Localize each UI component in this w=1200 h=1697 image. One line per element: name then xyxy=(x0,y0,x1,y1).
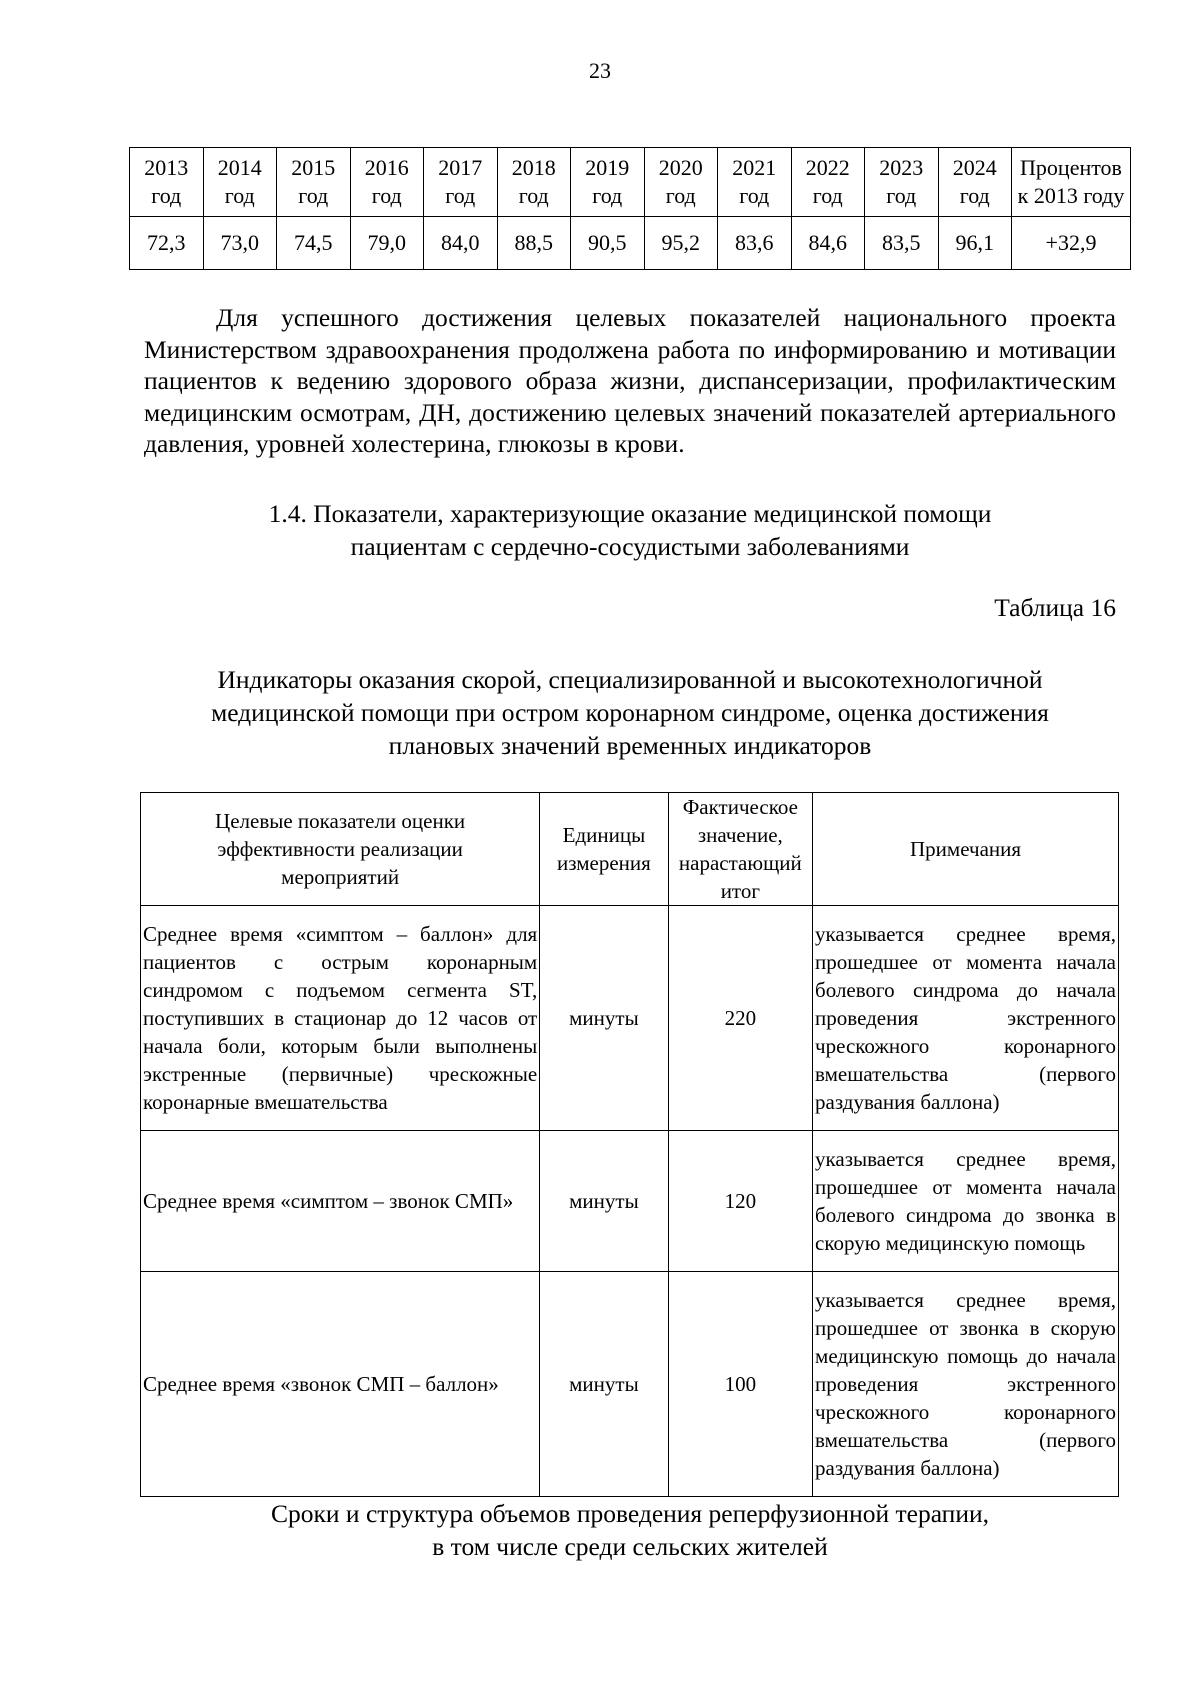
percent-value-cell: +32,9 xyxy=(1012,217,1131,270)
header-indicator: Целевые показатели оценки эффективности реализации мероприятий xyxy=(141,793,540,906)
year-table xyxy=(129,147,1131,270)
table-row xyxy=(141,1131,1119,1272)
year-table-header-row xyxy=(130,148,1131,217)
page-number: 23 xyxy=(589,58,611,83)
closing-title-line: в том числе среди сельских жителей xyxy=(432,1532,828,1561)
year-value-cell: 84,0 xyxy=(424,217,498,270)
year-header-cell: 2024 год xyxy=(938,148,1012,217)
unit-cell: минуты xyxy=(540,906,668,1131)
table-label: Таблица 16 xyxy=(994,593,1116,622)
year-header-cell: 2020 год xyxy=(644,148,718,217)
note-cell: указывается среднее время, прошедшее от момента начала болевого синдрома до начала проведения экстренного чрескожного коронарного вмешательства (первого раздувания баллона) xyxy=(813,906,1119,1131)
note-cell: указывается среднее время, прошедшее от звонка в скорую медицинскую помощь до начала проведения экстренного чрескожного коронарного вмешательства (первого раздувания баллона) xyxy=(813,1272,1119,1497)
section-heading xyxy=(150,497,1110,563)
indicators-header-row xyxy=(141,793,1119,906)
percent-header-cell: Процентов к 2013 году xyxy=(1012,148,1131,217)
note-cell: указывается среднее время, прошедшее от момента начала болевого синдрома до звонка в скорую медицинскую помощь xyxy=(813,1131,1119,1272)
year-value-cell: 88,5 xyxy=(497,217,571,270)
year-value-cell: 84,6 xyxy=(791,217,865,270)
year-header-cell: 2017 год xyxy=(424,148,498,217)
indicator-cell: Среднее время «симптом – баллон» для пациентов с острым коронарным синдромом с подъемом сегмента ST, поступивших в стационар до 12 часов от начала боли, которым были выполнены экстренные (первичные) чрескожные коронарные вмешательства xyxy=(141,906,540,1131)
value-cell: 120 xyxy=(668,1131,812,1272)
year-header-cell: 2018 год xyxy=(497,148,571,217)
table-title xyxy=(130,663,1130,762)
year-header-cell: 2016 год xyxy=(350,148,424,217)
table-title-line: Индикаторы оказания скорой, специализированной и высокотехнологичной xyxy=(217,665,1043,694)
value-cell: 220 xyxy=(668,906,812,1131)
header-unit: Единицы измерения xyxy=(540,793,668,906)
year-value-cell: 83,6 xyxy=(718,217,792,270)
year-header-cell: 2013 год xyxy=(130,148,204,217)
closing-title-line: Сроки и структура объемов проведения реперфузионной терапии, xyxy=(271,1499,989,1528)
indicator-cell: Среднее время «звонок СМП – баллон» xyxy=(141,1272,540,1497)
year-value-cell: 73,0 xyxy=(203,217,277,270)
year-table-values-row xyxy=(130,217,1131,270)
section-heading-line: пациентам с сердечно-сосудистыми заболеваниями xyxy=(350,532,910,561)
header-actual: Фактическое значение, нарастающий итог xyxy=(668,793,812,906)
year-header-cell: 2019 год xyxy=(571,148,645,217)
unit-cell: минуты xyxy=(540,1272,668,1497)
section-heading-line: 1.4. Показатели, характеризующие оказание медицинской помощи xyxy=(268,499,992,528)
indicator-cell: Среднее время «симптом – звонок СМП» xyxy=(141,1131,540,1272)
table-row xyxy=(141,906,1119,1131)
body-paragraph: Для успешного достижения целевых показателей национального проекта Министерством здравоохранения продолжена работа по информированию и мотивации пациентов к ведению здорового образа жизни, диспансеризации, профилактическим медицинским осмотрам, ДН, достижению целевых значений показателей артериального давления, уровней холестерина, глюкозы в крови. xyxy=(144,303,1116,458)
year-header-cell: 2022 год xyxy=(791,148,865,217)
table-title-line: медицинской помощи при остром коронарном синдроме, оценка достижения xyxy=(211,698,1049,727)
year-header-cell: 2015 год xyxy=(277,148,351,217)
year-header-cell: 2023 год xyxy=(865,148,939,217)
year-value-cell: 79,0 xyxy=(350,217,424,270)
table-row xyxy=(141,1272,1119,1497)
year-value-cell: 90,5 xyxy=(571,217,645,270)
year-value-cell: 74,5 xyxy=(277,217,351,270)
year-value-cell: 83,5 xyxy=(865,217,939,270)
unit-cell: минуты xyxy=(540,1131,668,1272)
table-title-line: плановых значений временных индикаторов xyxy=(388,731,872,760)
closing-title xyxy=(130,1497,1130,1563)
value-cell: 100 xyxy=(668,1272,812,1497)
header-notes: Примечания xyxy=(813,793,1119,906)
indicators-table xyxy=(140,792,1119,1497)
year-header-cell: 2021 год xyxy=(718,148,792,217)
year-value-cell: 72,3 xyxy=(130,217,204,270)
year-value-cell: 95,2 xyxy=(644,217,718,270)
year-header-cell: 2014 год xyxy=(203,148,277,217)
year-value-cell: 96,1 xyxy=(938,217,1012,270)
